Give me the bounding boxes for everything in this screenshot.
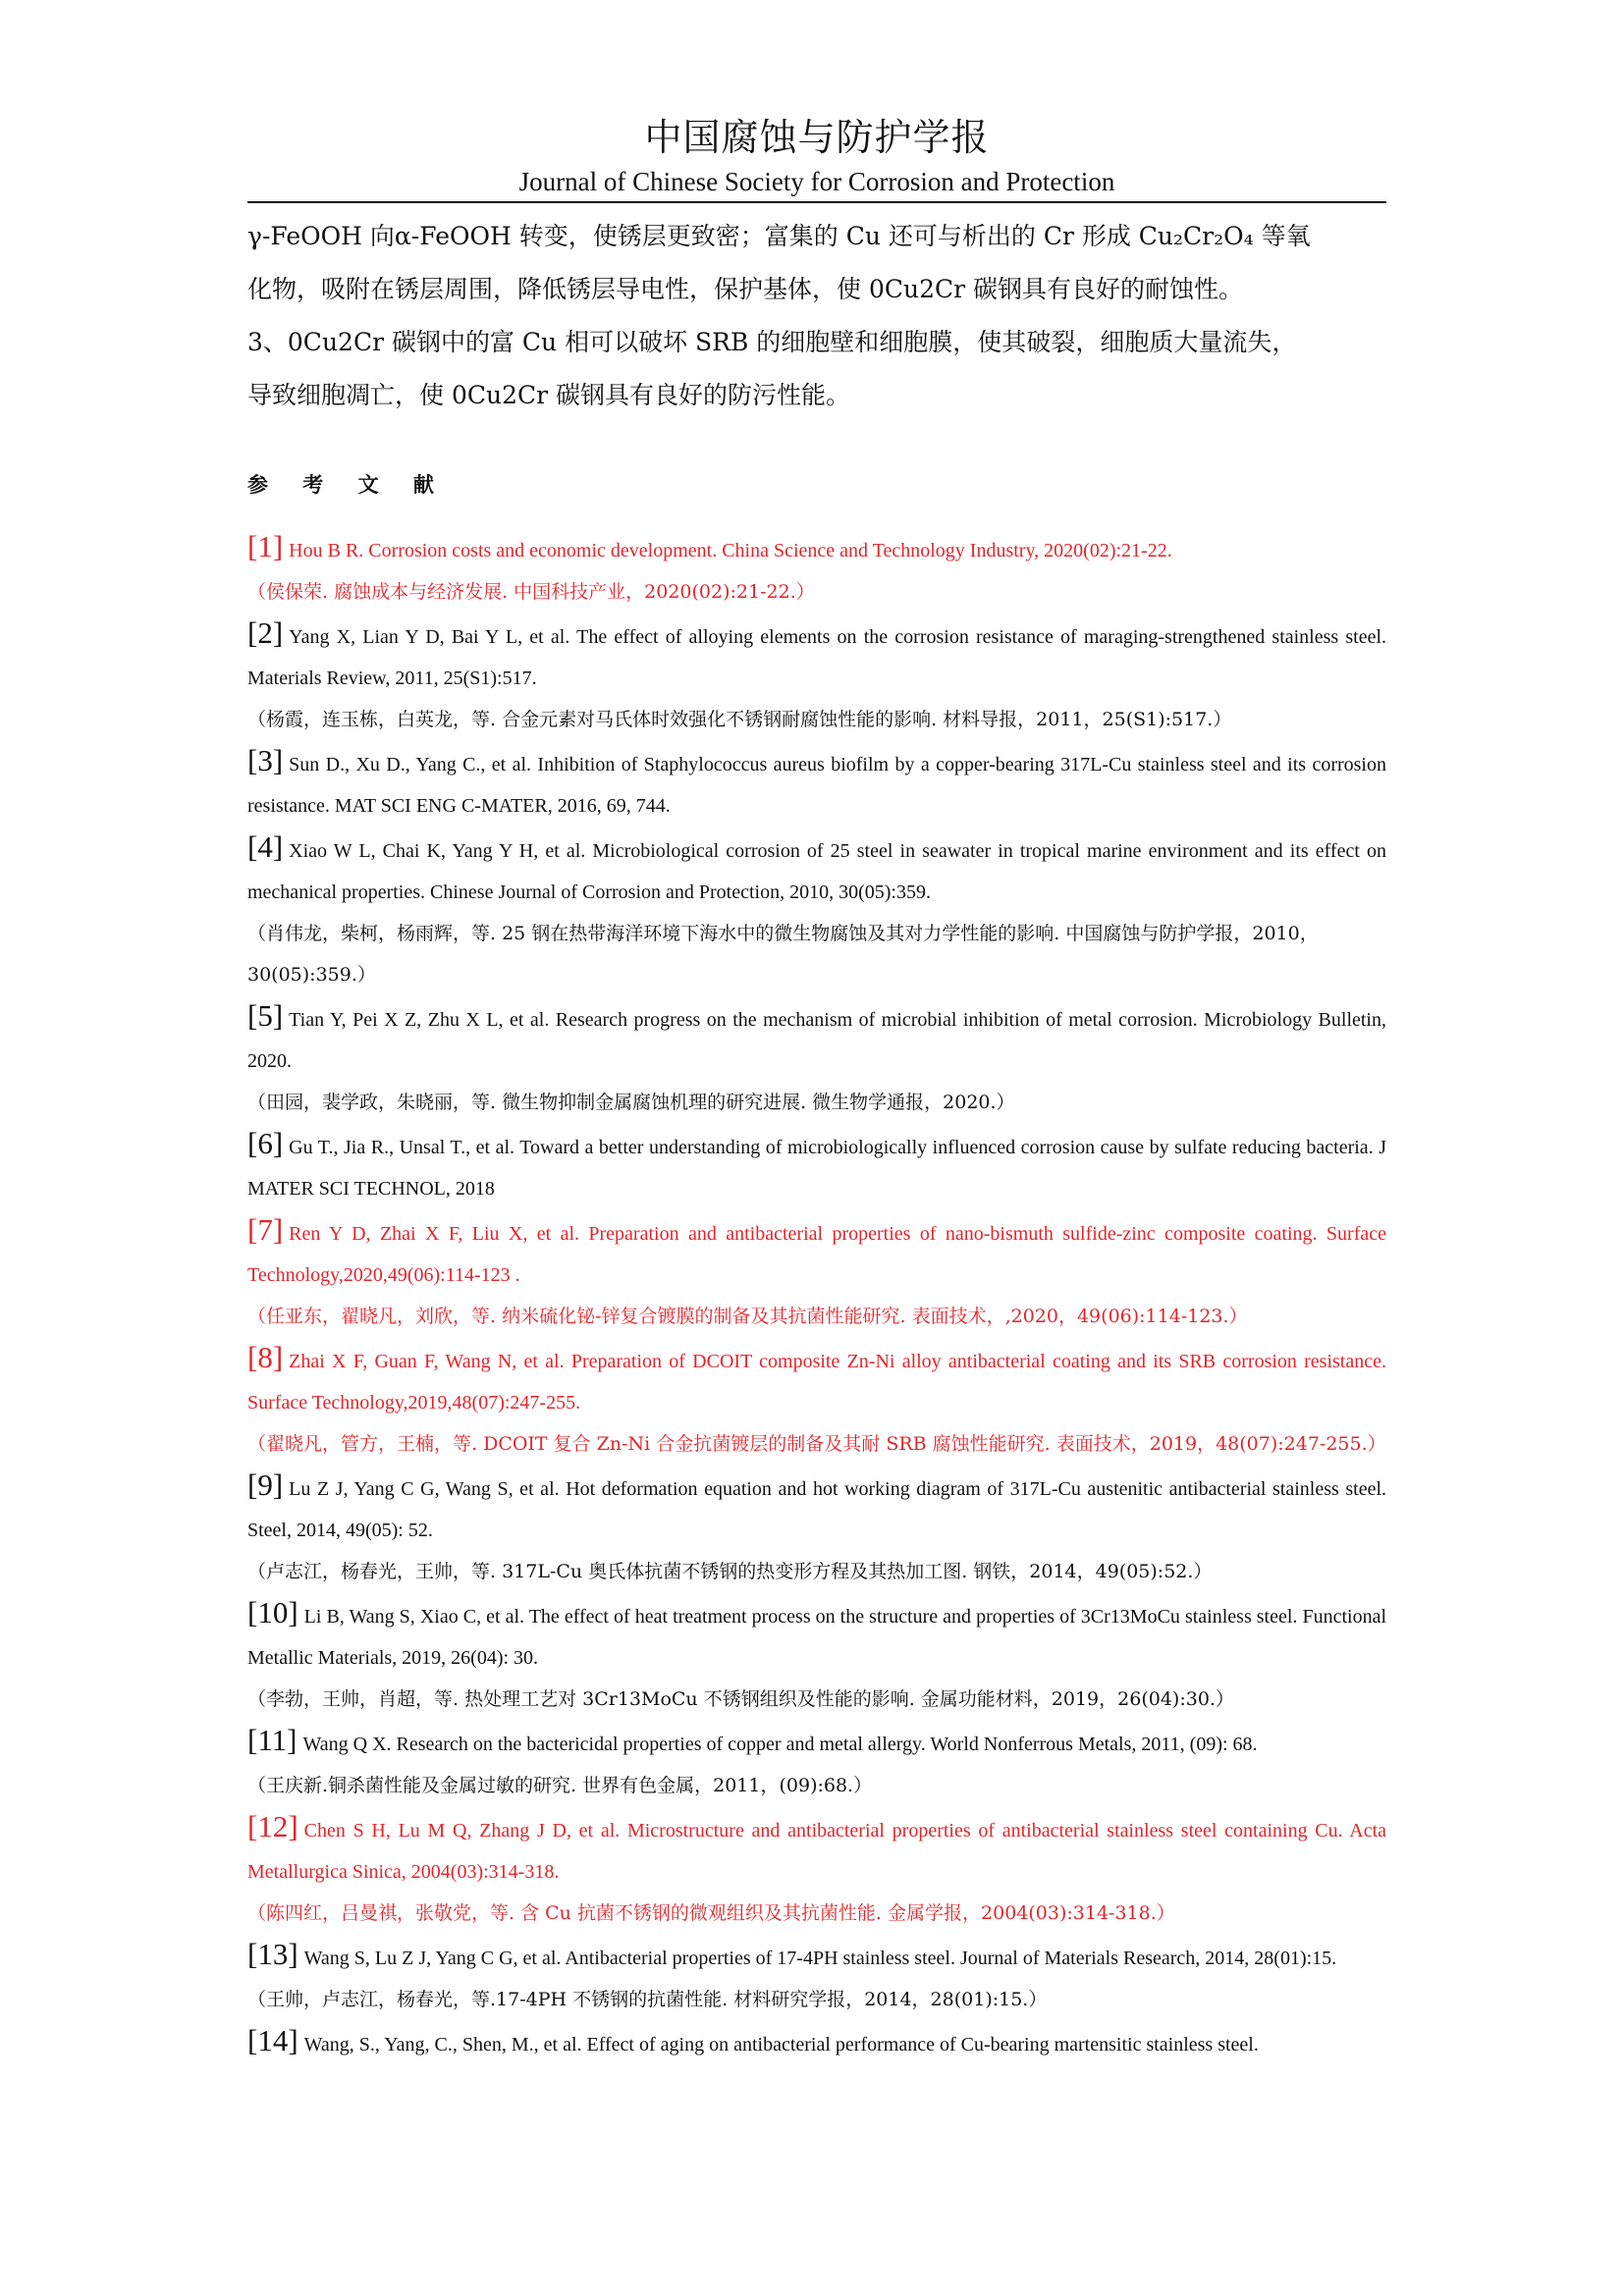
reference-text: Ren Y D, Zhai X F, Liu X, et al. Preparation and antibacterial properties of nano-bismuth sulfide-zinc composite coating. Surface Technology,2020,49(06):114-123 . — [247, 1223, 1386, 1286]
reference-text: Li B, Wang S, Xiao C, et al. The effect of heat treatment process on the structure and properties of 3Cr13MoCu stainless steel. Functional Metallic Materials, 2019, 26(04): 30. — [247, 1606, 1386, 1669]
reference-english — [247, 827, 1386, 913]
reference-text: Wang Q X. Research on the bactericidal properties of copper and metal allergy. World Nonferrous Metals, 2011, (09): 68. — [302, 1734, 1258, 1755]
reference-english — [247, 1337, 1386, 1423]
reference-english — [247, 526, 1386, 571]
reference-item — [247, 1934, 1386, 2020]
reference-english — [247, 740, 1386, 827]
reference-text: Tian Y, Pei X Z, Zhu X L, et al. Research progress on the mechanism of microbial inhibition of metal corrosion. Microbiology Bulletin, 2020. — [247, 1009, 1386, 1072]
reference-item — [247, 1806, 1386, 1934]
conclusion-line: γ-FeOOH 向α-FeOOH 转变，使锈层更致密；富集的 Cu 还可与析出的 Cr 形成 Cu₂Cr₂O₄ 等氧 — [247, 222, 1311, 250]
reference-text: Yang X, Lian Y D, Bai Y L, et al. The effect of alloying elements on the corrosion resistance of maraging-strengthened stainless steel. Materials Review, 2011, 25(S1):517. — [247, 626, 1386, 689]
reference-number: [5] — [247, 998, 284, 1033]
reference-english — [247, 1123, 1386, 1209]
reference-chinese: （任亚东，翟晓凡，刘欣，等. 纳米硫化铋-锌复合镀膜的制备及其抗菌性能研究. 表面技术，,2020，49(06):114-123.） — [247, 1306, 1248, 1327]
reference-chinese: （王庆新.铜杀菌性能及金属过敏的研究. 世界有色金属，2011，(09):68.） — [247, 1775, 873, 1796]
reference-number: [10] — [247, 1595, 298, 1629]
reference-english — [247, 1934, 1386, 1979]
reference-english — [247, 1592, 1386, 1679]
reference-number: [9] — [247, 1468, 284, 1502]
reference-chinese: （侯保荣. 腐蚀成本与经济发展. 中国科技产业，2020(02):21-22.） — [247, 581, 815, 603]
conclusion-text — [247, 210, 1386, 422]
reference-item — [247, 1123, 1386, 1209]
conclusion-line: 化物，吸附在锈层周围，降低锈层导电性，保护基体，使 0Cu2Cr 碳钢具有良好的耐蚀性。 — [247, 275, 1244, 303]
reference-item — [247, 1209, 1386, 1337]
reference-number: [13] — [247, 1937, 298, 1971]
reference-chinese: （李勃，王帅，肖超，等. 热处理工艺对 3Cr13MoCu 不锈钢组织及性能的影响. 金属功能材料，2019，26(04):30.） — [247, 1688, 1234, 1710]
reference-chinese: （田园，裴学政，朱晓丽，等. 微生物抑制金属腐蚀机理的研究进展. 微生物学通报，2020.） — [247, 1092, 1015, 1113]
reference-item — [247, 1720, 1386, 1806]
reference-text: Zhai X F, Guan F, Wang N, et al. Preparation of DCOIT composite Zn-Ni alloy antibacterial coating and its SRB corrosion resistance. Surface Technology,2019,48(07):247-255. — [247, 1351, 1386, 1414]
reference-item — [247, 1465, 1386, 1592]
reference-english — [247, 1465, 1386, 1551]
reference-text: Wang, S., Yang, C., Shen, M., et al. Effect of aging on antibacterial performance of Cu-bearing martensitic stainless steel. — [303, 2034, 1259, 2056]
references-heading: 参 考 文 献 — [247, 473, 448, 497]
journal-title-en: Journal of Chinese Society for Corrosion and Protection — [518, 167, 1115, 196]
conclusion-line: 3、0Cu2Cr 碳钢中的富 Cu 相可以破坏 SRB 的细胞壁和细胞膜，使其破裂，细胞质大量流失， — [247, 328, 1297, 356]
reference-text: Chen S H, Lu M Q, Zhang J D, et al. Microstructure and antibacterial properties of antibacterial stainless steel containing Cu. Acta Metallurgica Sinica, 2004(03):314-318. — [247, 1820, 1386, 1883]
reference-list — [247, 526, 1386, 2065]
reference-text: Xiao W L, Chai K, Yang Y H, et al. Microbiological corrosion of 25 steel in seawater in tropical marine environment and its effect on mechanical properties. Chinese Journal of Corrosion and Protection, 2010, 30(05):359. — [247, 840, 1386, 903]
reference-chinese: （杨霞，连玉栋，白英龙，等. 合金元素对马氏体时效强化不锈钢耐腐蚀性能的影响. 材料导报，2011，25(S1):517.） — [247, 709, 1232, 730]
journal-title-cn: 中国腐蚀与防护学报 — [644, 116, 990, 159]
reference-number: [12] — [247, 1809, 298, 1843]
reference-english — [247, 1209, 1386, 1296]
reference-number: [4] — [247, 829, 284, 864]
reference-item — [247, 1337, 1386, 1465]
reference-item — [247, 2020, 1386, 2065]
reference-number: [14] — [247, 2023, 298, 2057]
reference-chinese: （王帅，卢志江，杨春光，等.17-4PH 不锈钢的抗菌性能. 材料研究学报，2014，28(01):15.） — [247, 1989, 1048, 2010]
reference-english — [247, 613, 1386, 699]
reference-text: Hou B R. Corrosion costs and economic development. China Science and Technology Industry, 2020(02):21-22. — [289, 540, 1172, 561]
reference-number: [3] — [247, 743, 284, 777]
reference-text: Gu T., Jia R., Unsal T., et al. Toward a better understanding of microbiologically influenced corrosion cause by sulfate reducing bacteria. J MATER SCI TECHNOL, 2018 — [247, 1137, 1386, 1200]
reference-english — [247, 1806, 1386, 1893]
reference-number: [6] — [247, 1126, 284, 1160]
reference-text: Wang S, Lu Z J, Yang C G, et al. Antibacterial properties of 17-4PH stainless steel. Journal of Materials Research, 2014, 28(01):15. — [303, 1948, 1337, 1969]
reference-english — [247, 995, 1386, 1082]
reference-chinese: （翟晓凡，管方，王楠，等. DCOIT 复合 Zn-Ni 合金抗菌镀层的制备及其耐 SRB 腐蚀性能研究. 表面技术，2019，48(07):247-255.） — [247, 1433, 1386, 1455]
reference-text: Lu Z J, Yang C G, Wang S, et al. Hot deformation equation and hot working diagram of 317L-Cu austenitic antibacterial stainless steel. Steel, 2014, 49(05): 52. — [247, 1478, 1386, 1541]
reference-number: [7] — [247, 1212, 284, 1247]
reference-item — [247, 526, 1386, 613]
reference-chinese: （陈四红，吕曼祺，张敬党，等. 含 Cu 抗菌不锈钢的微观组织及其抗菌性能. 金属学报，2004(03):314-318.） — [247, 1902, 1175, 1924]
reference-number: [11] — [247, 1723, 298, 1757]
reference-item — [247, 827, 1386, 995]
header-divider — [247, 201, 1386, 203]
reference-item — [247, 1592, 1386, 1720]
reference-number: [1] — [247, 529, 284, 563]
reference-number: [8] — [247, 1340, 284, 1374]
reference-item — [247, 995, 1386, 1123]
reference-chinese: （肖伟龙，柴柯，杨雨辉，等. 25 钢在热带海洋环境下海水中的微生物腐蚀及其对力学性能的影响. 中国腐蚀与防护学报，2010，30(05):359.） — [247, 923, 1319, 986]
reference-chinese: （卢志江，杨春光，王帅，等. 317L-Cu 奥氏体抗菌不锈钢的热变形方程及其热加工图. 钢铁，2014，49(05):52.） — [247, 1561, 1213, 1582]
reference-item — [247, 613, 1386, 740]
reference-number: [2] — [247, 615, 284, 650]
reference-text: Sun D., Xu D., Yang C., et al. Inhibition of Staphylococcus aureus biofilm by a copper-bearing 317L-Cu stainless steel and its corrosion resistance. MAT SCI ENG C-MATER, 2016, 69, 744. — [247, 754, 1386, 817]
reference-english — [247, 2020, 1386, 2065]
reference-item — [247, 740, 1386, 827]
reference-english — [247, 1720, 1386, 1765]
conclusion-line: 导致细胞凋亡，使 0Cu2Cr 碳钢具有良好的防污性能。 — [247, 381, 851, 409]
